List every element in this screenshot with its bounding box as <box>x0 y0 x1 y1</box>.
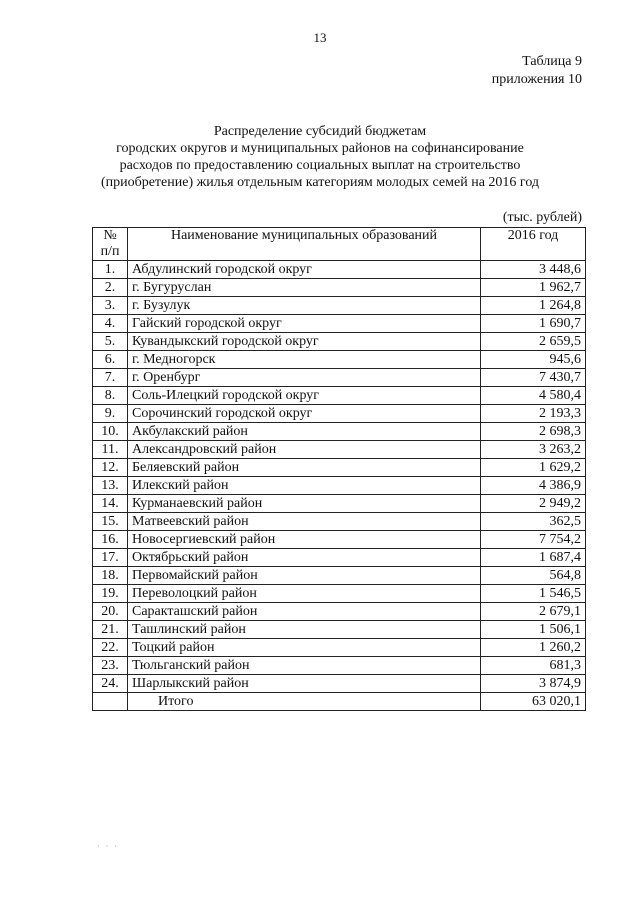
title-line: Распределение субсидий бюджетам <box>213 124 427 139</box>
table-reference <box>492 53 582 89</box>
row-value: 2 949,2 <box>481 495 586 513</box>
row-value: 681,3 <box>481 657 586 675</box>
row-value: 2 193,3 <box>481 405 586 423</box>
row-value: 7 754,2 <box>481 531 586 549</box>
scan-mark: · · · <box>97 842 119 851</box>
row-value: 1 260,2 <box>481 639 586 657</box>
table-row <box>93 495 586 513</box>
row-value: 362,5 <box>481 513 586 531</box>
row-value: 1 690,7 <box>481 315 586 333</box>
row-number: 11. <box>93 441 128 459</box>
table-row <box>93 567 586 585</box>
row-name: г. Бугуруслан <box>128 279 481 297</box>
row-number: 16. <box>93 531 128 549</box>
row-number: 2. <box>93 279 128 297</box>
header-number-line-1: № <box>103 228 117 243</box>
table-row <box>93 279 586 297</box>
row-number: 12. <box>93 459 128 477</box>
table-row <box>93 657 586 675</box>
table-ref-line-2: приложения 10 <box>491 72 582 87</box>
row-number: 14. <box>93 495 128 513</box>
row-name: Октябрьский район <box>128 549 481 567</box>
row-name: Соль-Илецкий городской округ <box>128 387 481 405</box>
row-number: 15. <box>93 513 128 531</box>
row-name: Новосергиевский район <box>128 531 481 549</box>
total-row <box>93 693 586 711</box>
row-name: г. Оренбург <box>128 369 481 387</box>
row-value: 3 874,9 <box>481 675 586 693</box>
row-name: Сорочинский городской округ <box>128 405 481 423</box>
row-number: 21. <box>93 621 128 639</box>
title-line: (приобретение) жилья отдельным категориям молодых семей на 2016 год <box>100 175 540 190</box>
row-name: Илекский район <box>128 477 481 495</box>
header-number <box>93 228 128 261</box>
table-header-row <box>93 228 586 261</box>
row-number: 3. <box>93 297 128 315</box>
table-ref-line-1: Таблица 9 <box>522 54 582 69</box>
table-row <box>93 675 586 693</box>
row-value: 4 386,9 <box>481 477 586 495</box>
row-name: Тюльганский район <box>128 657 481 675</box>
row-number: 5. <box>93 333 128 351</box>
total-label: Итого <box>128 693 481 711</box>
row-name: Курманаевский район <box>128 495 481 513</box>
total-value: 63 020,1 <box>481 693 586 711</box>
row-name: Гайский городской округ <box>128 315 481 333</box>
row-number: 22. <box>93 639 128 657</box>
subsidy-table <box>92 227 586 711</box>
page-number: 13 <box>313 30 327 45</box>
row-value: 2 659,5 <box>481 333 586 351</box>
table-row <box>93 603 586 621</box>
row-value: 2 679,1 <box>481 603 586 621</box>
row-value: 564,8 <box>481 567 586 585</box>
row-number: 13. <box>93 477 128 495</box>
table-row <box>93 531 586 549</box>
row-number: 23. <box>93 657 128 675</box>
row-name: Абдулинский городской округ <box>128 261 481 279</box>
table-row <box>93 477 586 495</box>
row-name: Ташлинский район <box>128 621 481 639</box>
table-row <box>93 369 586 387</box>
row-number: 8. <box>93 387 128 405</box>
table-row <box>93 549 586 567</box>
table-row <box>93 351 586 369</box>
row-number: 9. <box>93 405 128 423</box>
table-row <box>93 333 586 351</box>
units-label: (тыс. рублей) <box>502 210 582 225</box>
table-body <box>93 261 586 711</box>
row-value: 1 962,7 <box>481 279 586 297</box>
row-name: Матвеевский район <box>128 513 481 531</box>
row-number: 17. <box>93 549 128 567</box>
row-name: Кувандыкский городской округ <box>128 333 481 351</box>
table-row <box>93 513 586 531</box>
row-value: 1 629,2 <box>481 459 586 477</box>
row-name: Акбулакский район <box>128 423 481 441</box>
row-value: 945,6 <box>481 351 586 369</box>
table-row <box>93 459 586 477</box>
table-row <box>93 315 586 333</box>
row-number: 6. <box>93 351 128 369</box>
table-row <box>93 621 586 639</box>
row-name: Шарлыкский район <box>128 675 481 693</box>
row-name: г. Медногорск <box>128 351 481 369</box>
table-row <box>93 261 586 279</box>
row-value: 1 687,4 <box>481 549 586 567</box>
row-value: 2 698,3 <box>481 423 586 441</box>
row-name: Переволоцкий район <box>128 585 481 603</box>
row-value: 4 580,4 <box>481 387 586 405</box>
table-row <box>93 585 586 603</box>
document-title <box>70 123 570 191</box>
row-value: 1 264,8 <box>481 297 586 315</box>
table-row <box>93 639 586 657</box>
row-number: 10. <box>93 423 128 441</box>
row-number: 1. <box>93 261 128 279</box>
row-number: 4. <box>93 315 128 333</box>
row-name: Александровский район <box>128 441 481 459</box>
title-line: расходов по предоставлению социальных выплат на строительство <box>119 158 521 173</box>
header-value: 2016 год <box>481 228 586 261</box>
table-row <box>93 423 586 441</box>
title-line: городских округов и муниципальных районов на софинансирование <box>116 141 524 156</box>
row-name: Беляевский район <box>128 459 481 477</box>
row-value: 1 546,5 <box>481 585 586 603</box>
table-row <box>93 297 586 315</box>
table-row <box>93 405 586 423</box>
row-value: 1 506,1 <box>481 621 586 639</box>
table-row <box>93 441 586 459</box>
row-name: г. Бузулук <box>128 297 481 315</box>
row-value: 7 430,7 <box>481 369 586 387</box>
row-name: Первомайский район <box>128 567 481 585</box>
row-value: 3 448,6 <box>481 261 586 279</box>
row-name: Саракташский район <box>128 603 481 621</box>
row-number: 20. <box>93 603 128 621</box>
row-number: 24. <box>93 675 128 693</box>
row-number: 7. <box>93 369 128 387</box>
table-row <box>93 387 586 405</box>
row-number: 18. <box>93 567 128 585</box>
row-name: Тоцкий район <box>128 639 481 657</box>
total-number-cell <box>93 693 128 711</box>
row-number: 19. <box>93 585 128 603</box>
header-name: Наименование муниципальных образований <box>128 228 481 261</box>
row-value: 3 263,2 <box>481 441 586 459</box>
header-number-line-2: п/п <box>100 244 120 259</box>
